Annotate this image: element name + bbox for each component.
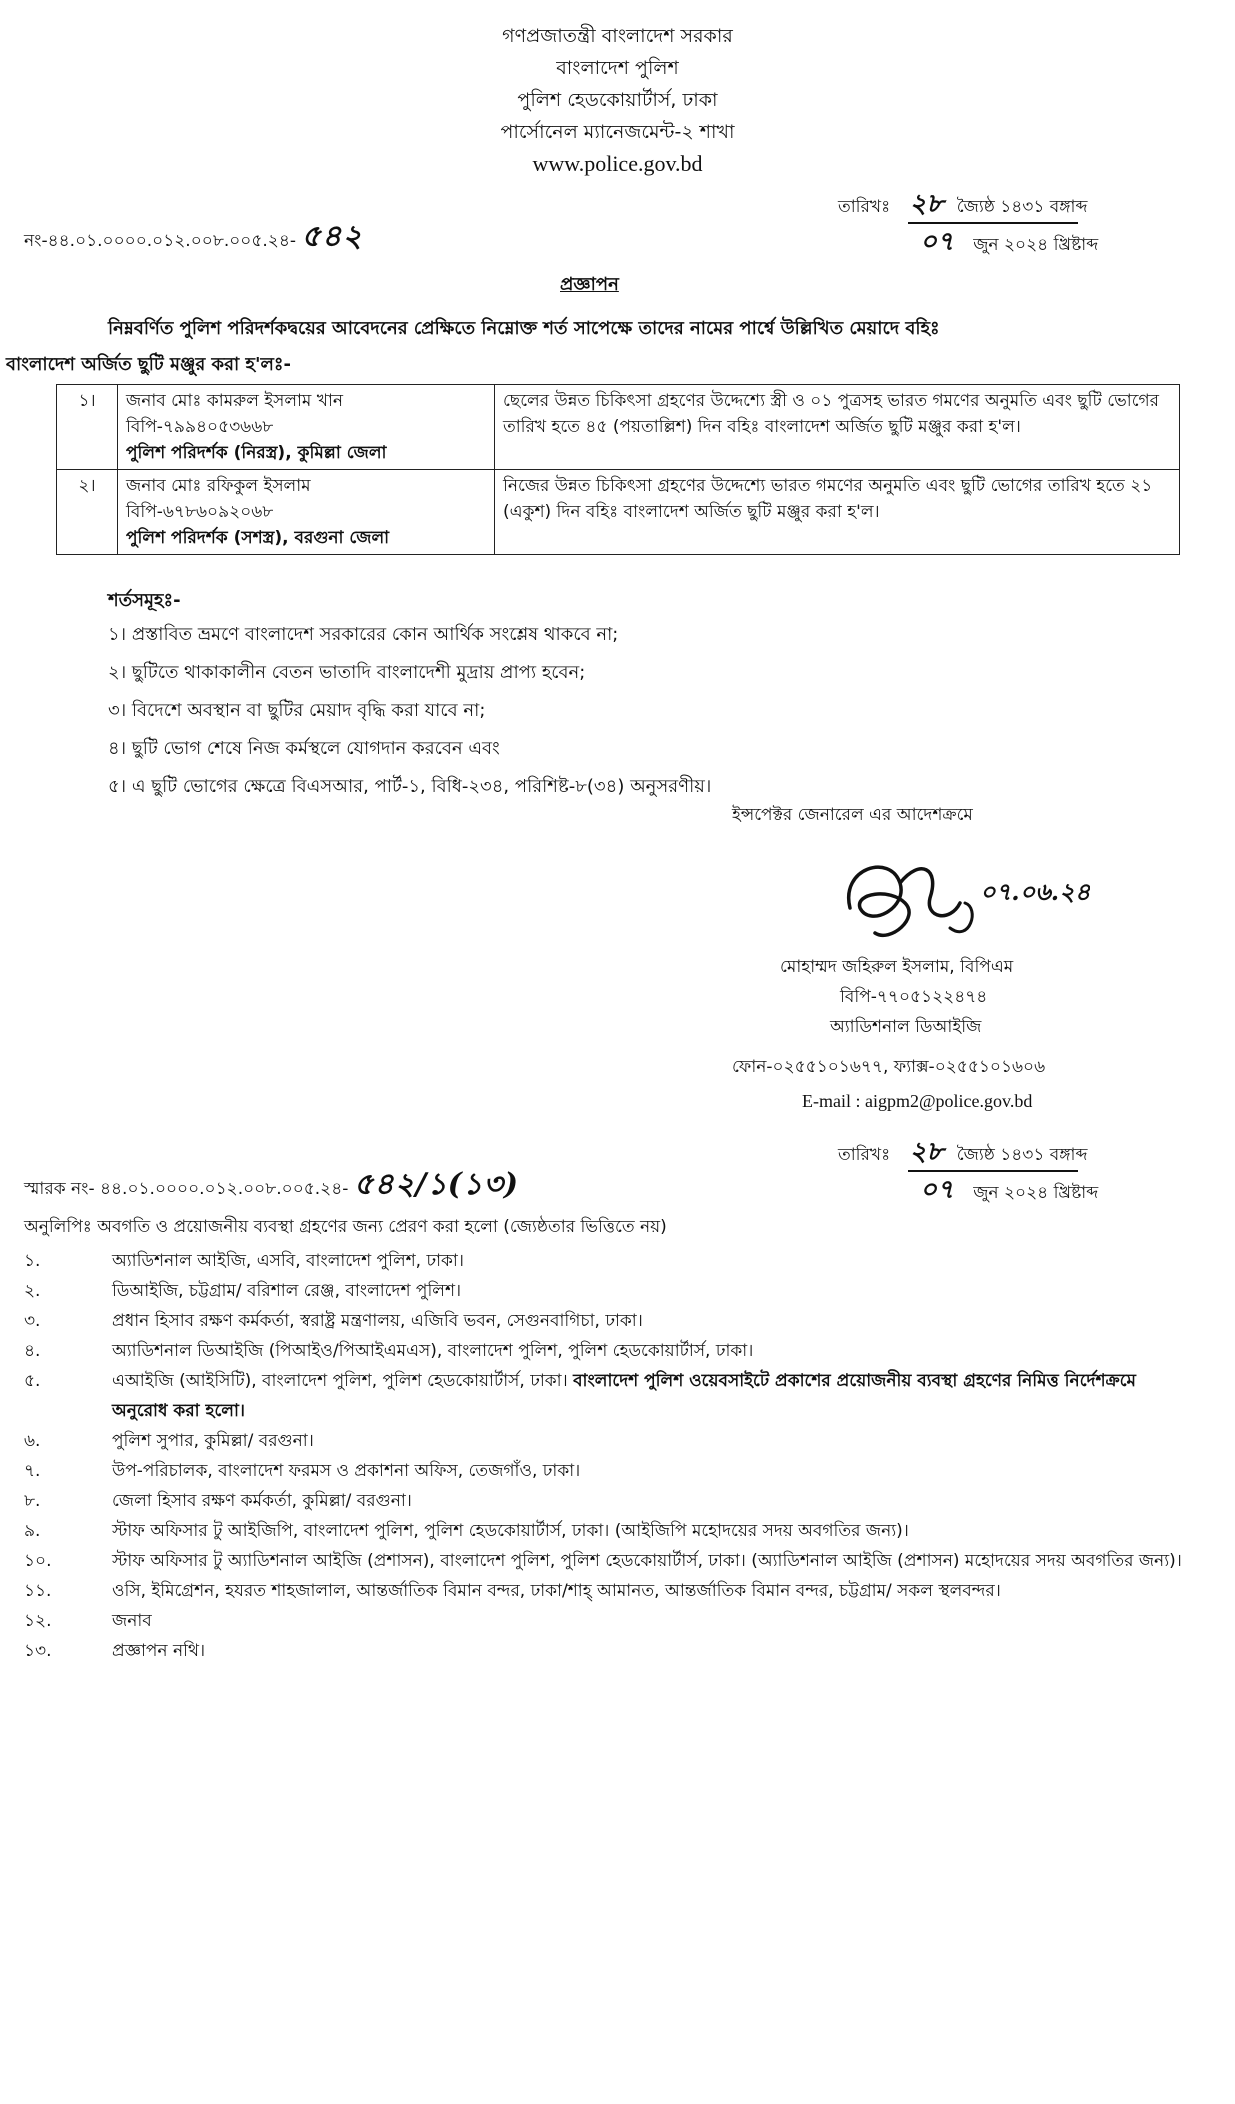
row-serial: ১। — [57, 385, 118, 470]
list-item — [24, 1546, 1194, 1576]
memo-number-text: নং-৪৪.০১.০০০০.০১২.০০৮.০০৫.২৪- — [24, 231, 297, 251]
person-bp: বিপি-৬৭৮৬০৯২০৬৮ — [126, 502, 274, 522]
signature-mark — [830, 848, 1090, 958]
item-number: ৫. — [24, 1371, 41, 1391]
date-greg-handwritten: ০৭ — [920, 1175, 954, 1205]
item-number: ৭. — [24, 1461, 41, 1481]
memo-date — [838, 186, 1168, 260]
leave-table — [56, 384, 1180, 555]
item-number: ৩. — [24, 1311, 41, 1331]
row-person — [118, 470, 495, 555]
item-number: ৮. — [24, 1491, 41, 1511]
item-text: পুলিশ সুপার, কুমিল্লা/ বরগুনা। — [112, 1431, 314, 1451]
condition-item: ৫। এ ছুটি ভোগের ক্ষেত্রে বিএসআর, পার্ট-১, বিধি-২৩৪, পরিশিষ্ট-৮(৩৪) অনুসরণীয়। — [108, 776, 712, 797]
item-text-plain: এআইজি (আইসিটি), বাংলাদেশ পুলিশ, পুলিশ হেডকোয়ার্টার্স, ঢাকা। — [112, 1371, 568, 1391]
condition-item: ৩। বিদেশে অবস্থান বা ছুটির মেয়াদ বৃদ্ধি করা যাবে না; — [108, 700, 486, 721]
item-number: ১২. — [24, 1611, 52, 1631]
condition-item: ১। প্রস্তাবিত ভ্রমণে বাংলাদেশ সরকারের কোন আর্থিক সংশ্লেষ থাকবে না; — [108, 624, 619, 645]
date-label: তারিখঃ — [838, 1145, 891, 1165]
list-item — [24, 1516, 1194, 1546]
item-text: প্রজ্ঞাপন নথি। — [112, 1641, 206, 1661]
signatory-order-line: ইন্সপেক্টর জেনারেল এর আদেশক্রমে — [732, 805, 973, 825]
condition-item: ৪। ছুটি ভোগ শেষে নিজ কর্মস্থলে যোগদান করবেন এবং — [108, 738, 500, 759]
list-item — [24, 1246, 1194, 1276]
list-item — [24, 1336, 1194, 1366]
intro-line-2: বাংলাদেশ অর্জিত ছুটি মঞ্জুর করা হ'লঃ- — [6, 354, 291, 375]
item-number: ৯. — [24, 1521, 41, 1541]
row-details: ছেলের উন্নত চিকিৎসা গ্রহণের উদ্দেশ্যে স্ত্রী ও ০১ পুত্রসহ ভারত গমণের অনুমতি এবং ছুটি ভোগের তারিখ হতে ৪৫ (পয়তাল্লিশ) দিন বহিঃ বাংলাদেশ অর্জিত ছুটি মঞ্জুর করা হ'ল। — [495, 385, 1180, 470]
memo2-date — [838, 1134, 1168, 1208]
list-item — [24, 1456, 1194, 1486]
header-police: বাংলাদেশ পুলিশ — [556, 57, 679, 79]
header-hq: পুলিশ হেডকোয়ার্টার্স, ঢাকা — [517, 89, 718, 111]
date-greg: জুন ২০২৪ খ্রিষ্টাব্দ — [973, 235, 1099, 255]
person-name: জনাব মোঃ কামরুল ইসলাম খান — [126, 391, 344, 411]
copy-intro: অনুলিপিঃ অবগতি ও প্রয়োজনীয় ব্যবস্থা গ্রহণের জন্য প্রেরণ করা হলো (জ্যেষ্ঠতার ভিত্তিতে নয়) — [24, 1217, 667, 1237]
conditions-list — [108, 616, 711, 806]
item-text: উপ-পরিচালক, বাংলাদেশ ফরমস ও প্রকাশনা অফিস, তেজগাঁও, ঢাকা। — [112, 1461, 581, 1481]
item-text — [112, 1366, 1194, 1426]
item-text: অ্যাডিশনাল আইজি, এসবি, বাংলাদেশ পুলিশ, ঢাকা। — [112, 1251, 464, 1271]
table-row — [57, 385, 1180, 470]
date-bangla: জ্যৈষ্ঠ ১৪৩১ বঙ্গাব্দ — [956, 1145, 1088, 1165]
list-item — [24, 1276, 1194, 1306]
list-item — [24, 1606, 1194, 1636]
row-person — [118, 385, 495, 470]
list-item — [24, 1576, 1194, 1606]
signatory-bp: বিপি-৭৭০৫১২২৪৭৪ — [840, 987, 988, 1007]
header-government: গণপ্রজাতন্ত্রী বাংলাদেশ সরকার — [502, 25, 733, 47]
table-row — [57, 470, 1180, 555]
signatory-phone: ফোন-০২৫৫১০১৬৭৭, ফ্যাক্স-০২৫৫১০১৬০৬ — [732, 1057, 1046, 1077]
document-title: প্রজ্ঞাপন — [560, 274, 619, 295]
conditions-title: শর্তসমূহঃ- — [108, 590, 181, 611]
signature-date: ০৭.০৬.২৪ — [980, 877, 1090, 906]
memo-number — [24, 212, 363, 263]
header-website[interactable]: www.police.gov.bd — [532, 151, 703, 176]
condition-item: ২। ছুটিতে থাকাকালীন বেতন ভাতাদি বাংলাদেশী মুদ্রায় প্রাপ্য হবেন; — [108, 662, 586, 683]
item-text: স্টাফ অফিসার টু অ্যাডিশনাল আইজি (প্রশাসন), বাংলাদেশ পুলিশ, পুলিশ হেডকোয়ার্টার্স, ঢাকা। (অ্যাডিশনাল আইজি (প্রশাসন) মহোদয়ের সদয় অবগতির জন্য)। — [112, 1551, 1182, 1571]
date-bangla-handwritten: ২৮ — [909, 1137, 944, 1167]
item-number: ১. — [24, 1251, 41, 1271]
row-serial: ২। — [57, 470, 118, 555]
header-branch: পার্সোনেল ম্যানেজমেন্ট-২ শাখা — [500, 121, 735, 143]
item-number: ১১. — [24, 1581, 52, 1601]
copy-list — [24, 1246, 1194, 1666]
item-text: প্রধান হিসাব রক্ষণ কর্মকর্তা, স্বরাষ্ট্র মন্ত্রণালয়, এজিবি ভবন, সেগুনবাগিচা, ঢাকা। — [112, 1311, 643, 1331]
list-item — [24, 1426, 1194, 1456]
date-bangla: জ্যৈষ্ঠ ১৪৩১ বঙ্গাব্দ — [956, 197, 1088, 217]
item-text-bold: বাংলাদেশ পুলিশ ওয়েবসাইটে প্রকাশের প্রয়োজনীয় ব্যবস্থা গ্রহণের নিমিত্ত নির্দেশক্রমে অনুরোধ করা হলো। — [112, 1371, 1136, 1421]
person-bp: বিপি-৭৯৯৪০৫৩৬৬৮ — [126, 417, 274, 437]
date-label: তারিখঃ — [838, 197, 891, 217]
signatory-name: মোহাম্মদ জহিরুল ইসলাম, বিপিএম — [780, 957, 1014, 977]
memo-number-handwritten: ৫৪২ — [301, 219, 363, 254]
person-designation: পুলিশ পরিদর্শক (নিরস্ত্র), কুমিল্লা জেলা — [126, 443, 387, 463]
date-greg: জুন ২০২৪ খ্রিষ্টাব্দ — [973, 1183, 1099, 1203]
row-details: নিজের উন্নত চিকিৎসা গ্রহণের উদ্দেশ্যে ভারত গমণের অনুমতি এবং ছুটি ভোগের তারিখ হতে ২১ (একুশ) দিন বহিঃ বাংলাদেশ অর্জিত ছুটি মঞ্জুর করা হ'ল। — [495, 470, 1180, 555]
item-number: ২. — [24, 1281, 41, 1301]
list-item — [24, 1366, 1194, 1426]
item-text: ওসি, ইমিগ্রেশন, হযরত শাহজালাল, আন্তর্জাতিক বিমান বন্দর, ঢাকা/শাহ্ আমানত, আন্তর্জাতিক বিমান বন্দর, চট্টগ্রাম/ সকল স্থলবন্দর। — [112, 1581, 1001, 1601]
person-name: জনাব মোঃ রফিকুল ইসলাম — [126, 476, 311, 496]
memo2-number-handwritten: ৫৪২/১(১৩) — [353, 1167, 520, 1202]
signatory-email[interactable]: E-mail : aigpm2@police.gov.bd — [802, 1091, 1033, 1111]
memo2-number-text: স্মারক নং- ৪৪.০১.০০০০.০১২.০০৮.০০৫.২৪- — [24, 1179, 349, 1199]
person-designation: পুলিশ পরিদর্শক (সশস্ত্র), বরগুনা জেলা — [126, 528, 390, 548]
date-greg-handwritten: ০৭ — [920, 227, 954, 257]
memo2-number — [24, 1160, 519, 1211]
item-text: জেলা হিসাব রক্ষণ কর্মকর্তা, কুমিল্লা/ বরগুনা। — [112, 1491, 412, 1511]
letterhead — [0, 20, 1235, 180]
list-item — [24, 1636, 1194, 1666]
item-text: জনাব — [112, 1611, 152, 1631]
item-number: ১০. — [24, 1551, 52, 1571]
item-text: অ্যাডিশনাল ডিআইজি (পিআইও/পিআইএমএস), বাংলাদেশ পুলিশ, পুলিশ হেডকোয়ার্টার্স, ঢাকা। — [112, 1341, 754, 1361]
list-item — [24, 1306, 1194, 1336]
intro-line-1: নিম্নবর্ণিত পুলিশ পরিদর্শকদ্বয়ের আবেদনের প্রেক্ষিতে নিম্নোক্ত শর্ত সাপেক্ষে তাদের নামের পার্শ্বে উল্লিখিত মেয়াদে বহিঃ — [108, 318, 940, 339]
item-number: ১৩. — [24, 1641, 52, 1661]
date-bangla-handwritten: ২৮ — [909, 189, 944, 219]
signatory-designation: অ্যাডিশনাল ডিআইজি — [830, 1017, 982, 1037]
item-number: ৪. — [24, 1341, 41, 1361]
item-text: স্টাফ অফিসার টু আইজিপি, বাংলাদেশ পুলিশ, পুলিশ হেডকোয়ার্টার্স, ঢাকা। (আইজিপি মহোদয়ের সদয় অবগতির জন্য)। — [112, 1521, 909, 1541]
list-item — [24, 1486, 1194, 1516]
item-text: ডিআইজি, চট্টগ্রাম/ বরিশাল রেঞ্জ, বাংলাদেশ পুলিশ। — [112, 1281, 462, 1301]
signatory-block — [730, 952, 1170, 1116]
item-number: ৬. — [24, 1431, 41, 1451]
